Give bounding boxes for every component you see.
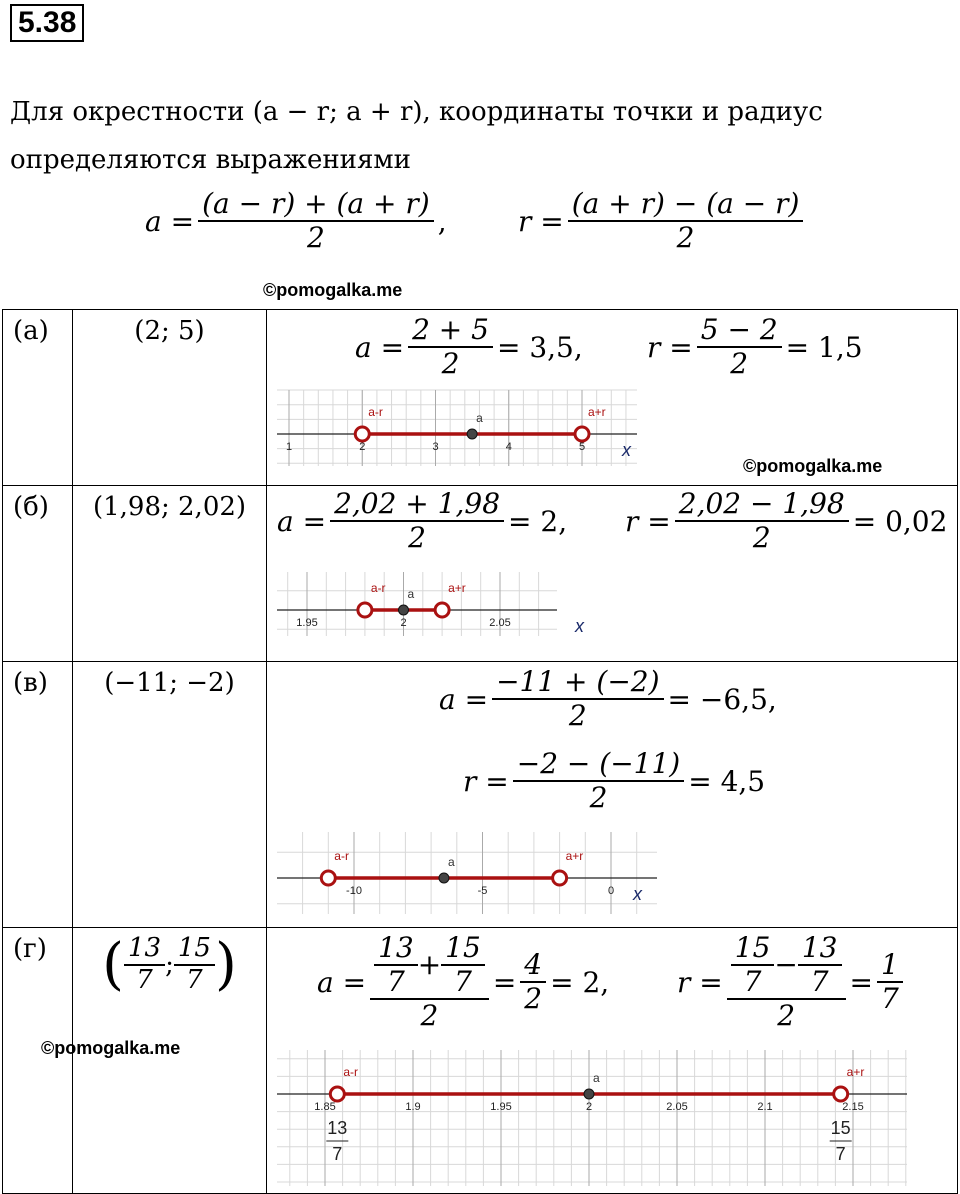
left-endpoint (330, 1087, 344, 1101)
watermark: ©pomogalka.me (743, 456, 883, 476)
tick-label: 4 (505, 441, 512, 453)
left-fraction-num: 13 (327, 1118, 348, 1138)
tick-label: 2 (400, 617, 407, 629)
interval-fraction: ( $\frac{13}{7}$ ; $\frac{15}{7}$ ) (102, 932, 237, 997)
left-endpoint-label: a-r (368, 405, 383, 419)
table-row (3, 486, 958, 662)
formula-r: r = $\frac{15}{7}$ − $\frac{13}{7}$ 2 = $\frac{1}{7}$ (677, 932, 907, 1033)
row-interval: (−11; −2) (73, 662, 267, 928)
center-point (584, 1089, 594, 1099)
right-endpoint (575, 427, 589, 441)
left-endpoint (358, 603, 372, 617)
center-point (399, 605, 409, 615)
intro-line-1: Для окрестности (a − r; a + r), координаты точки и радиус (10, 97, 823, 127)
number-line (277, 390, 637, 466)
table-row (3, 662, 958, 928)
center-label: a (476, 411, 483, 425)
tick-label: 1 (285, 441, 293, 453)
table-row (3, 310, 958, 486)
tick-label: -5 (477, 885, 488, 897)
number-line (277, 572, 584, 636)
watermark: ©pomogalka.me (263, 280, 403, 300)
general-formula-a: a = $\frac{(a - r) + (a + r)}{2}$ , (145, 187, 447, 255)
intro-line-2: определяются выражениями (10, 145, 411, 175)
row-work (267, 486, 958, 662)
row-work (267, 310, 958, 486)
left-endpoint (355, 427, 369, 441)
center-label: a (593, 1071, 600, 1085)
row-interval (41, 928, 267, 1194)
solution-table (2, 309, 958, 1194)
right-endpoint-label: a+r (846, 1065, 865, 1079)
tick-label: 1.95 (296, 617, 318, 629)
general-formula-r: r = $\frac{(a + r) - (a - r)}{2}$ (518, 188, 807, 254)
tick-label: 1.85 (314, 1101, 336, 1113)
tick-label: 1.9 (405, 1101, 421, 1113)
row-work (267, 662, 958, 928)
axis-label: x (633, 884, 642, 904)
left-endpoint-label: a-r (343, 1065, 358, 1079)
tick-label: 2 (359, 441, 366, 453)
right-fraction-num: 15 (830, 1118, 851, 1138)
formula-a: a = $\frac{2 + 5}{2}$ = 3,5, (355, 313, 583, 381)
tick-label: -10 (346, 885, 362, 897)
tick-label: 0 (607, 885, 615, 897)
right-endpoint (435, 603, 449, 617)
table-row (3, 928, 958, 1194)
formula-a: a = $\frac{2,02 + 1,98}{2}$ = 2, (277, 487, 568, 555)
right-endpoint (553, 871, 567, 885)
axis-label: x (575, 616, 584, 636)
center-point (439, 873, 449, 883)
tick-label: 2.05 (489, 617, 511, 629)
number-line (277, 832, 657, 914)
row-label: (в) (3, 662, 73, 928)
right-fraction-den: 7 (835, 1144, 846, 1164)
left-endpoint-label: a-r (334, 849, 349, 863)
center-point (467, 429, 477, 439)
tick-label: 2.05 (666, 1101, 688, 1113)
right-endpoint-label: a+r (588, 405, 606, 419)
row-work (267, 928, 958, 1194)
tick-label: 3 (432, 441, 439, 453)
formula-a: a = $\frac{-11 + (-2)}{2}$ = −6,5, (439, 665, 777, 733)
row-label: (б) (3, 486, 73, 662)
left-fraction-den: 7 (332, 1144, 343, 1164)
tick-label: 2.1 (757, 1101, 773, 1113)
formula-r: r = $\frac{-2 - (-11)}{2}$ = 4,5 (463, 747, 766, 815)
right-endpoint (834, 1087, 848, 1101)
right-endpoint-label: a+r (448, 581, 466, 595)
row-label: (а) (3, 310, 73, 486)
left-endpoint-label: a-r (370, 581, 386, 595)
task-number: 5.38 (10, 4, 84, 42)
center-label: a (407, 587, 415, 601)
left-endpoint (321, 871, 335, 885)
axis-label: x (622, 440, 631, 460)
formula-a: a = $\frac{13}{7}$ + $\frac{15}{7}$ 2 = $\frac{4}{2}$ = 2, (317, 931, 610, 1033)
row-interval: (2; 5) (73, 310, 267, 486)
center-label: a (447, 855, 455, 869)
watermark: ©pomogalka.me (41, 1038, 181, 1058)
tick-label: 2.15 (842, 1101, 864, 1113)
tick-label: 1.95 (490, 1101, 512, 1113)
formula-r: r = $\frac{2,02 - 1,98}{2}$ = 0,02 (625, 487, 948, 555)
tick-label: 2 (585, 1101, 593, 1113)
tick-label: 5 (578, 441, 586, 453)
number-line (277, 1050, 907, 1186)
right-endpoint-label: a+r (565, 849, 584, 863)
row-interval: (1,98; 2,02) (73, 486, 267, 662)
row-label: (г) (3, 928, 73, 1194)
formula-r: r = $\frac{5 - 2}{2}$ = 1,5 (647, 313, 863, 381)
